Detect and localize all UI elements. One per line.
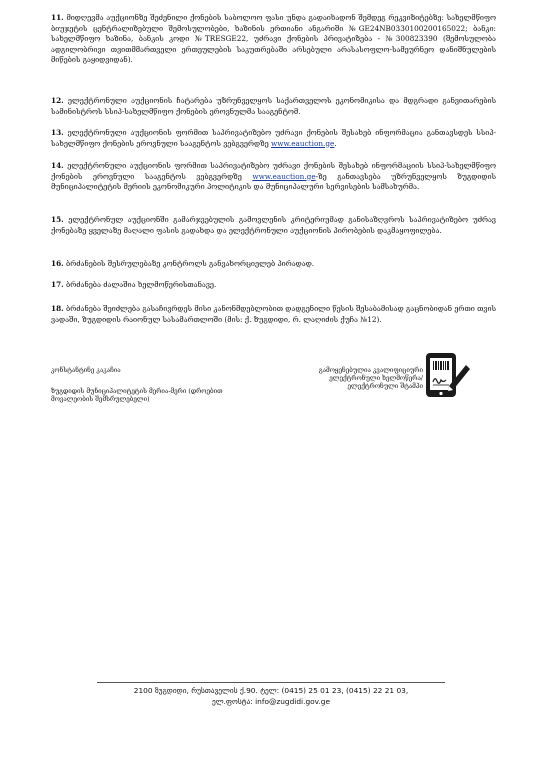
- paragraph-number: 17.: [51, 280, 64, 289]
- paragraph-14: [51, 161, 496, 193]
- eauction-link[interactable]: www.eauction.ge: [252, 171, 316, 181]
- paragraph-text: ელექტრონული აუქციონის ჩატარება უზრუნველყოს საქართველოს ეკონომიკისა და მდგრადი განვითარების სამინისტროს სსიპ-სახელმწიფო ქონების ეროვნულმა სააგენტომ.: [51, 96, 496, 116]
- paragraph-number: 18.: [51, 304, 64, 313]
- signer-role: [51, 388, 223, 404]
- paragraph-text: ბრძანების შესრულებაზე კონტროლს განვახორციელებ პირადად.: [66, 259, 315, 268]
- paragraph-number: 14.: [51, 161, 64, 170]
- paragraph-text: მიდღევმა აუქციონზე შეძენილი ქონების საბოლოო ფასი უნდა გადაიხადონ შემდეგ რეკვიზიტებზე: სახელმწიფო ბიუჯეტის ცენტრალიზებული შემოსულობები, ხაზინის ერთიანი ანგარიში №GE24NB0330100200165022; ბანკი: სახელმწიფო ხაზინა, ბანკის კოდი №TRESGE22, უძრავი ქონების პრივატიზება - №300823390 (შემოსულობა ადგილობრივი თვითმმართველი ერთეულების საკუთრებაში არსებული არასასოფლო-სამეურნეო დანიშნულების მიწების გაყიდვიდან).: [51, 13, 496, 65]
- paragraph-16: [51, 259, 496, 270]
- paragraph-15: [51, 215, 496, 236]
- paragraph-number: 13.: [51, 128, 64, 137]
- paragraph-number: 11.: [51, 13, 64, 22]
- paragraph-text: ელექტრონული აუქციონის ფორმით საპრივატიზებო უძრავი ქონების შესახებ ინფორმაცია განთავსდეს სსიპ-სახელმწიფო ქონების ეროვნული სააგენტოს ვებგვერდზე: [51, 128, 496, 148]
- paragraph-17: [51, 280, 496, 291]
- paragraph-text-after: .: [334, 138, 337, 148]
- e-signature-note-line: გამოყენებულია კვალიფიციური: [318, 367, 423, 374]
- footer-email: ელ.ფოსტა: info@zugdidi.gov.ge: [211, 697, 331, 706]
- paragraph-number: 12.: [51, 96, 64, 105]
- eauction-link[interactable]: www.eauction.ge: [271, 138, 335, 148]
- e-signature-note-line: ელექტრონული შტამპი: [347, 383, 423, 390]
- e-signature-note: [300, 367, 423, 391]
- paragraph-18: [51, 304, 496, 325]
- paragraph-number: 16.: [51, 259, 64, 268]
- footer-address: 2100 ზუგდიდი, რუსთაველის ქ.90. ტელ: (0415) 25 01 23, (0415) 22 21 03,: [133, 686, 409, 695]
- signature-tablet-icon: [424, 351, 472, 399]
- signer-role-line: მოვალეობის შემსრულებელი): [51, 396, 150, 403]
- signer-role-line: ზუგდიდის მუნიციპალიტეტის მერია-მერი (დროებით: [51, 388, 223, 395]
- paragraph-13: [51, 128, 496, 149]
- e-signature-note-line: ელექტრონული ხელმოწერა/: [329, 375, 423, 382]
- footer-divider: [97, 682, 445, 683]
- signer-name: კონსტანტინე კაკაჩია: [51, 367, 121, 374]
- paragraph-number: 15.: [51, 215, 64, 224]
- paragraph-11: [51, 13, 496, 66]
- paragraph-text-after: -ზე განთავსება უზრუნველყოს ზუგდიდის მუნიციპალიტეტის მერიის ეკონომიკური პოლიტიკის და მუნიციპალური სერვისების სამსახურმა.: [51, 171, 497, 192]
- paragraph-text: ელექტრონულ აუქციონში გამარჯვებულის გამოვლენის კრიტერიუმად განისაზღვროს საპრივატიზებო უძრავ ქონებაზე ყველაზე მაღალი ფასის გადახდა და ელექტრონული აუქციონის პირობების დაკმაყოფილება.: [51, 215, 496, 235]
- paragraph-12: [51, 96, 496, 117]
- paragraph-text: ბრძანება ძალაშია ხელმოწერისთანავე.: [66, 280, 217, 289]
- paragraph-text: ბრძანება შეიძლება გასაჩივრდეს მისი კანონმდებლობით დადგენილი წესის შესაბამისად გაცნობიდან ერთი თვის ვადაში, ზუგდიდის რაიონულ სასამართლოში (მის: ქ. ზუგდიდი, რ. ლაღიძის ქუჩა №12).: [51, 304, 496, 324]
- paragraph-text: ელექტრონული აუქციონის ფორმით საპრივატიზებო უძრავი ქონების შესახებ ინფორმაციის სსიპ-სახელმწიფო ქონების ეროვნული სააგენტოს ვებგვერდზე: [51, 161, 496, 181]
